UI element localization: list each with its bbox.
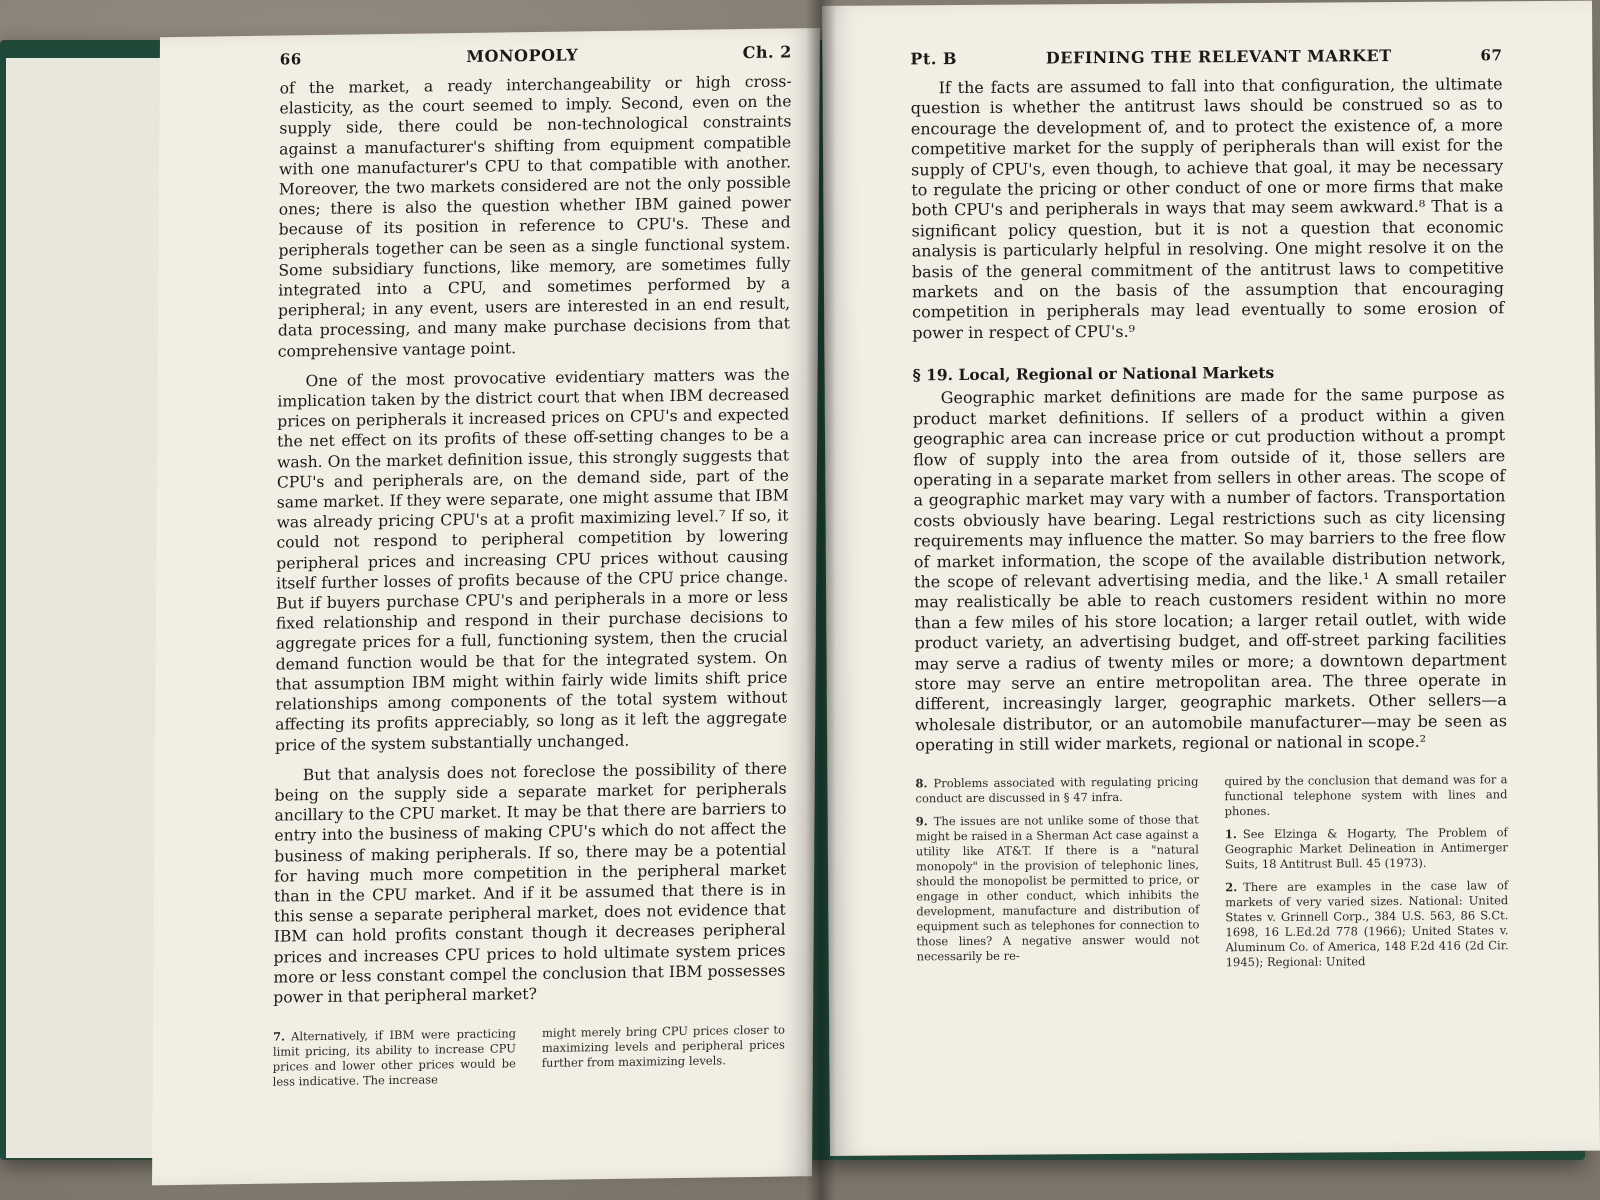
right-footnotes bbox=[915, 772, 1508, 980]
left-page bbox=[152, 28, 820, 1185]
footnote-2: 2. There are examples in the case law of markets of very varied sizes. National: United States v. Grinnell Corp., 384 U.S. 563, 86 S.Ct. 1698, 16 L.Ed.2d 778 (1966); United States v. Aluminum Co. of America, 148 F.2d 416 (2d Cir. 1945); Regional: United bbox=[1225, 877, 1509, 969]
left-paragraph-2: One of the most provocative evidentiary matters was the implication taken by the district court that when IBM decreased prices on peripherals it increased prices on CPU's and expected the net effect on its profits of these off-setting changes to be a wash. On the market definition issue, this strongly suggests that CPU's and peripherals are, on the demand side, part of the same market. If they were separate, one might assume that IBM was already pricing CPU's at a profit maximizing level.⁷ If so, it could not respond to peripheral competition by lowering peripheral prices and increasing CPU prices without causing itself further losses of profits because of the CPU price change. But if buyers purchase CPU's and peripherals in a more or less fixed relationship and respond in their purchase decisions to aggregate prices for a full, functioning system, then the crucial demand function would be that for the integrated system. On that assumption IBM might within fairly wide limits shift price relationships among components of the total system without affecting its profits appreciably, so long as it left the aggregate price of the system substantially unchanged. bbox=[274, 365, 790, 755]
footnote-7-continued: might merely bring CPU prices closer to maximizing levels and peripheral prices further from maximizing levels. bbox=[541, 1022, 786, 1071]
right-footnotes-col-1 bbox=[915, 774, 1199, 980]
right-paragraph-2: Geographic market definitions are made for the same purpose as product market definitions. If sellers of a product within a given geographic area can increase price or cut production without a prompt flow of supply into the area from outside of it, those sellers are operating in a separate market from sellers in other areas. The scope of a geographic market may vary with a number of factors. Transportation costs obviously have bearing. Legal restrictions such as city licensing requirements may influence the matter. So may barriers to the free flow of market information, the scope of the available distribution network, the scope of relevant advertising media, and the like.¹ A small retailer may realistically be able to reach customers resident within no more than a few miles of his store location; a larger retail outlet, with wide product variety, an advertising budget, and off-street parking facilities may serve a radius of twenty miles or more; a downtown department store may serve an entire metropolitan area. The three operate in different, increasingly larger, geographic markets. Other sellers—a wholesale distributor, or an automobile manufacturer—may be seen as operating in still wider markets, regional or national in scope.² bbox=[912, 384, 1508, 755]
left-paragraph-3: But that analysis does not foreclose the possibility of there being on the supply side a separate market for peripherals ancillary to the CPU market. It may be that there are barriers to entry into the business of making CPU's which do not affect the business of making peripherals. If so, there may be a potential for having much more competition in the peripheral market than in the CPU market. And if it be assumed that there is in this sense a separate peripheral market, does not evidence that IBM can hold profits constant though it decreases peripheral prices and increases CPU prices to hold ultimate system prices more or less constant compel the conclusion that IBM possesses power in that peripheral market? bbox=[273, 759, 787, 1007]
left-running-title: MONOPOLY bbox=[466, 45, 579, 66]
left-chapter-label: Ch. 2 bbox=[742, 42, 792, 63]
footnote-9-continued: quired by the conclusion that demand was for a functional telephone system with lines and phones. bbox=[1224, 771, 1508, 818]
footnote-8: 8. Problems associated with regulating pricing conduct are discussed in § 47 infra. bbox=[915, 773, 1199, 805]
footnote-7: 7. Alternatively, if IBM were practicing limit pricing, its ability to increase CPU prices and lower other prices would be less indicative. The increase bbox=[272, 1026, 517, 1089]
right-part-label: Pt. B bbox=[910, 49, 958, 69]
left-page-number: 66 bbox=[279, 50, 302, 69]
right-running-title: DEFINING THE RELEVANT MARKET bbox=[1045, 46, 1392, 68]
left-footnotes bbox=[273, 1023, 785, 1098]
footnote-9: 9. The issues are not unlike some of those that might be raised in a Sherman Act case against a utility like AT&T. If there is a "natural monopoly" in the provision of telephonic lines, should the monopolist be permitted to price, or engage in other conduct, which inhibits the development, manufacture and distribution of equipment such as telephones for connection to those lines? A negative answer would not necessarily be re- bbox=[915, 811, 1200, 963]
book-gutter bbox=[806, 0, 836, 1200]
right-page bbox=[822, 1, 1600, 1156]
right-page-number: 67 bbox=[1480, 46, 1503, 65]
right-paragraph-1: If the facts are assumed to fall into that configuration, the ultimate question is whether the antitrust laws should be construed so as to encourage the development of, and to protect the existence of, a more competitive market for the supply of peripherals than will exist for the supply of CPU's, even though, to achieve that goal, it may be necessary to regulate the pricing or other conduct of one or more firms that make both CPU's and peripherals in ways that may seem awkward.⁸ That is a significant policy question, but it is not a question that economic analysis is particularly helpful in resolving. One might resolve it on the basis of the general commitment of the antitrust laws to competitive markets and on the basis of the assumption that encouraging competition in peripherals may lead eventually to some erosion of power in respect of CPU's.⁹ bbox=[910, 74, 1505, 343]
section-heading: § 19. Local, Regional or National Markets bbox=[912, 363, 1275, 385]
left-paragraph-1: of the market, a ready interchangeability or high cross-elasticity, as the court seemed to imply. Second, even on the supply side, there could be non-technological constraints against a manufacturer's shifting from equipment compatible with one manufacturer's CPU to that compatible with another. Moreover, the two markets considered are not the only possible ones; there is also the question whether IBM gained power because of its position in reference to CPU's. These and peripherals together can be seen as a single functional system. Some subsidiary functions, like memory, are sometimes fully integrated into a CPU, and sometimes performed by a peripheral; in any event, users are interested in an end result, data processing, and many make purchase decisions from that comprehensive vantage point. bbox=[277, 72, 792, 361]
page-edges bbox=[6, 58, 176, 1158]
footnote-1: 1. See Elzinga & Hogarty, The Problem of Geographic Market Delineation in Antimerger Suits, 18 Antitrust Bull. 45 (1973). bbox=[1224, 824, 1508, 871]
right-footnotes-col-2 bbox=[1224, 772, 1508, 978]
